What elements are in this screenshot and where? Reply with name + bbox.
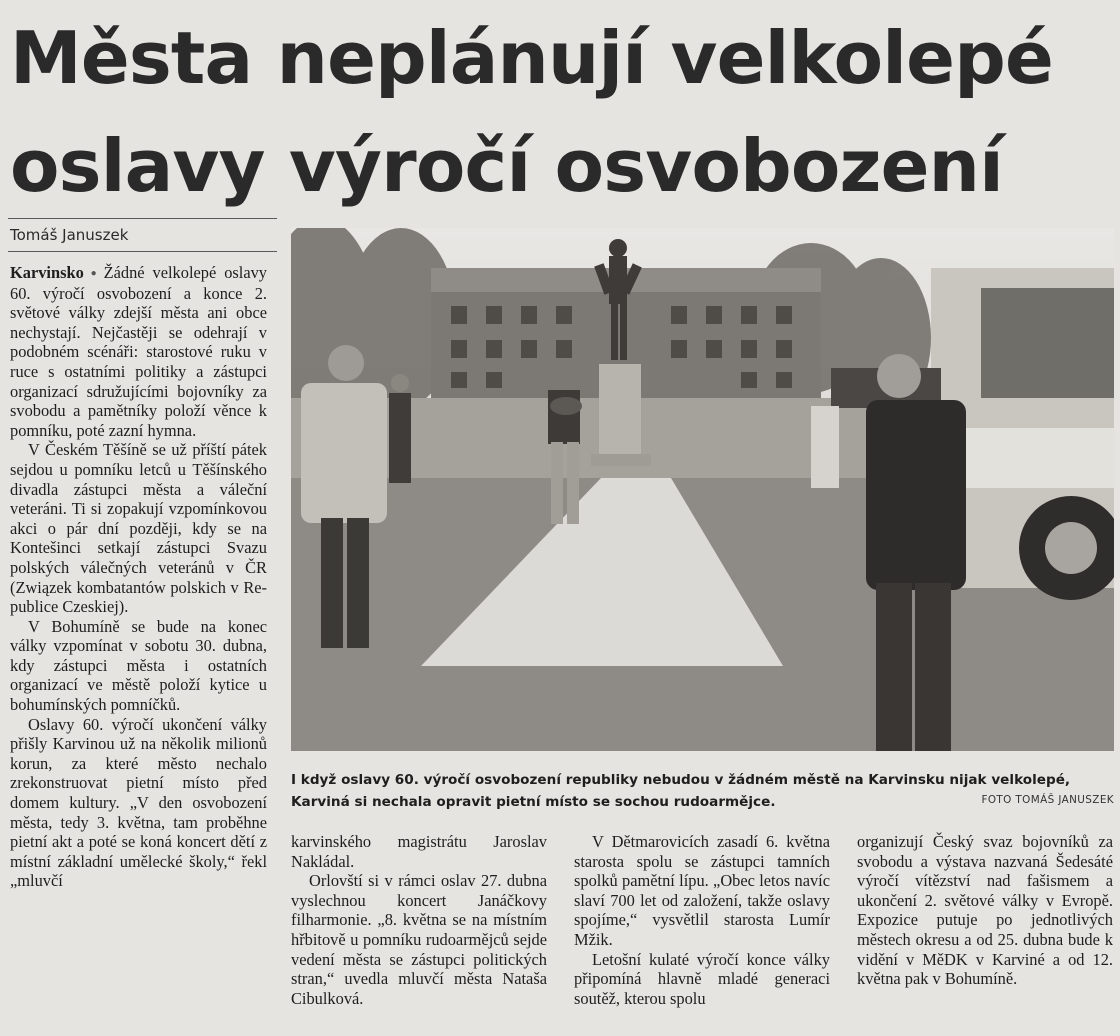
photo-credit: FOTO TOMÁŠ JANUSZEK <box>981 794 1114 806</box>
news-photo <box>291 228 1114 751</box>
photo-caption: I když oslavy 60. výročí osvobození republiky nebudou v žádném městě na Karvinsku nijak velkolepé, Karviná si nechala opravit pietní místo se sochou rudoarmějce. <box>291 772 1071 810</box>
headline-line-1: Města neplánují velkolepé <box>10 16 1053 100</box>
article-paragraph: organizují Český svaz bojovníků za svobodu a výstava nazvaná Šedesáté výročí vítězství nad fašismem a ukončení 2. světové války v Evropě. Expozice putuje po jednotlivých městech okresu a od 25. dubna bude k vidění v MěDK v Karviné a od 12. května pak v Bohumíně. <box>857 832 1113 989</box>
dateline: Karvinsko <box>10 263 84 282</box>
article-column-3 <box>574 832 830 1008</box>
article-column-2 <box>291 832 547 1008</box>
article-paragraph: V Dětmarovicích zasadí 6. května starosta spolu se zástupci tamních spolků pamětní lípu. „Obec letos navíc slaví 700 let od založení, takže oslavy spojíme,“ vysvětlil starosta Lumír Mžik. <box>574 832 830 949</box>
article-paragraph: Orlovští si v rámci oslav 27. dubna vyslechnou koncert Janáčkovy filharmonie. „8. května se na místním hřbitově u pomníku rudoarmějců sejde vedení města se zástupci politických stran,“ uvedla mluvčí města Nataša Cibulková. <box>291 871 547 1008</box>
memorial-photo-illustration <box>291 228 1114 751</box>
author-rule-top <box>8 218 277 219</box>
paragraph-text: Žádné velkolepé oslavy 60. výročí osvobození a konce 2. světové války zdejší města ani obce nechystají. Nejčastěji se odehrají v podobném scénáři: starostové ruku v ruce s ostatními politiky a zástupci organizací sdružujícími bojovníky za svobodu a pamětníky položí věnce k pomníku, poté zazní hymna. <box>10 263 268 440</box>
article-paragraph: Letošní kulaté výročí konce války připomíná hlavně mladé generaci soutěž, kterou spolu <box>574 949 830 1008</box>
article-paragraph: V Českém Těšíně se už příští pátek sejdou u pomníku letců u Těšínského divadla zástupci města a váleční veteráni. Ti si zopakují vzpomínkovou akci o pár dní později, kdy se na Kontešinci setkají zástupci Svazu polských válečných veteránů v ČR (Związek kombatantów polskich v Republice Czeskiej). <box>10 440 267 617</box>
headline <box>10 4 1115 220</box>
article-paragraph <box>10 263 267 440</box>
headline-line-2: oslavy výročí osvobození <box>10 124 1003 208</box>
article-paragraph: Oslavy 60. výročí ukončení války přišly Karvinou už na několik milionů korun, za které město nechalo zrekonstruovat pietní místo před domem kultury. „V den osvobození města, tedy 3. května, tam proběhne pietní akt a poté se koná koncert dětí z místní základní umělecké školy,“ řekl „mluvčí <box>10 714 267 891</box>
article-paragraph: V Bohumíně se bude na konec války vzpomínat v sobotu 30. dubna, kdy zástupci města i ostatních organizací ve městě položí kytice u bohumínských pomníčků. <box>10 616 267 715</box>
article-paragraph: karvinského magistrátu Jaroslav Nakládal. <box>291 832 547 871</box>
article-column-1 <box>10 263 267 891</box>
bullet-icon: ● <box>86 268 101 279</box>
article-column-4 <box>857 832 1113 989</box>
author-byline: Tomáš Januszek <box>10 226 129 244</box>
author-rule-bottom <box>8 251 277 252</box>
